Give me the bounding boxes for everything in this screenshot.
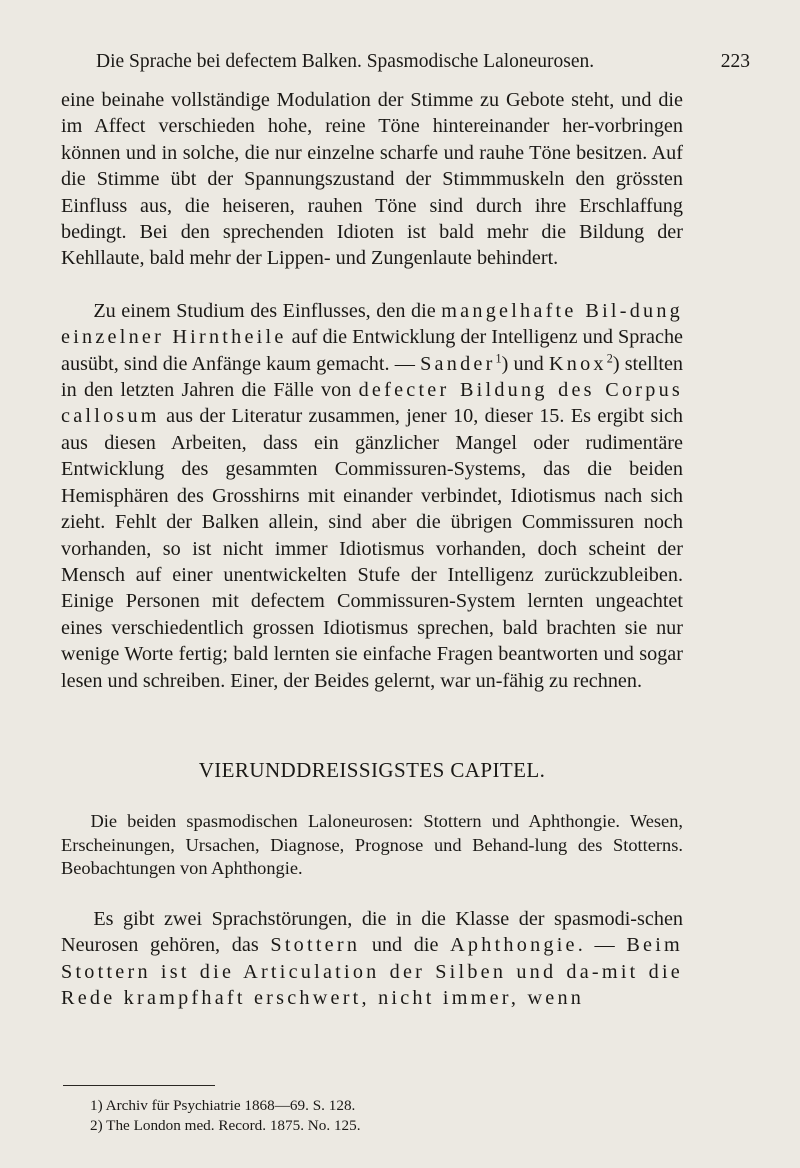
chapter-summary: Die beiden spasmodischen Laloneurosen: Stottern und Aphthongie. Wesen, Erscheinungen, Ursachen, Diagnose, Prognose und Behand-lung des Stotterns. Beobachtungen von Aphthongie.: [61, 811, 683, 879]
spaced-emphasis: mangelhafte Bil-dung einzelner Hirntheile: [61, 299, 684, 349]
main-text: [61, 87, 683, 694]
footnote-ref-2: 2: [606, 350, 613, 365]
footnotes: [90, 1096, 690, 1137]
paragraph-3-text-2: und die: [360, 934, 451, 957]
running-head-title: Die Sprache bei defectem Balken. Spasmodische Laloneurosen.: [96, 51, 595, 72]
paragraph-2-text-2: auf die Entwicklung der Intelligenz und Sprache ausübt, sind die Anfänge kaum gemacht. —: [61, 326, 684, 375]
footnote-rule: [63, 1085, 215, 1086]
footnote-ref-1: 1: [495, 350, 502, 365]
author-knox: Knox: [548, 352, 607, 375]
spaced-definition: Beim Stottern ist die Articulation der Silben und da-mit die Rede krampfhaft erschwert, nicht immer, wenn: [61, 934, 683, 1010]
footnote-1: 1) Archiv für Psychiatrie 1868—69. S. 128.: [90, 1097, 356, 1114]
footnote-2: 2) The London med. Record. 1875. No. 125.: [90, 1117, 361, 1135]
paragraph-2-text-1: Zu einem Studium des Einflusses, den die: [93, 299, 442, 322]
term-aphthongie: Aphthongie: [450, 934, 578, 957]
paragraph-2-text-5: aus der Literatur zusammen, jener 10, dieser 15. Es ergibt sich aus diesen Arbeiten, dass ein gänzlicher Mangel oder rudimentäre Entwicklung des gesammten Commissuren-Systems, das die beiden Hemisphären des Grosshirns mit einander verbindet, Idiotismus nach sich zieht. Fehlt der Balken allein, sind aber die übrigen Commissuren noch vorhanden, so ist nicht immer Idiotismus vorhanden, doch scheint der Mensch auf einer unentwickelten Stufe der Intelligenz zurückzubleiben. Einige Personen mit defectem Commissuren-System lernten ungeachtet eines verschiedentlich grossen Idiotismus sprechen, bald brachten sie nur wenige Worte fertig; bald lernten sie einfache Fragen beantworten und sogar lesen und schreiben. Einer, der Beides gelernt, war un-fähig zu rechnen.: [61, 405, 683, 692]
author-sander: Sander: [420, 352, 496, 375]
page-number: 223: [720, 51, 750, 72]
paragraph-3-text-3: . —: [577, 934, 627, 957]
paragraph-2-text-3: ) und: [501, 352, 549, 375]
paragraph-3-text-1: Es gibt zwei Sprachstörungen, die in die Klasse der spasmodi-schen Neurosen gehören, das: [61, 908, 683, 957]
chapter-heading: VIERUNDDREISSIGSTES CAPITEL.: [198, 758, 546, 782]
running-head: [96, 48, 750, 76]
term-stottern: Stottern: [270, 934, 361, 957]
paragraph-1: eine beinahe vollständige Modulation der Stimme zu Gebote steht, und die im Affect verschieden hohe, reine Töne hintereinander her-vorbringen können und in solche, die nur einzelne scharfe und rauhe Töne besitzen. Auf die Stimme übt der Spannungszustand der Stimmmuskeln den grössten Einfluss aus, die heiseren, rauhen Töne sind durch ihre Erschlaffung bedingt. Bei den sprechenden Idioten ist bald mehr die Bildung der Kehllaute, bald mehr der Lippen- und Zungenlaute behindert.: [61, 89, 683, 270]
paragraph-2: [61, 298, 683, 694]
spaced-emphasis-corpus-callosum: defecter Bildung des Corpus callosum: [61, 379, 683, 428]
paragraph-3: [61, 906, 683, 1012]
paragraph-2-text-4: ) stellten in den letzten Jahren die Fälle von: [61, 352, 684, 402]
